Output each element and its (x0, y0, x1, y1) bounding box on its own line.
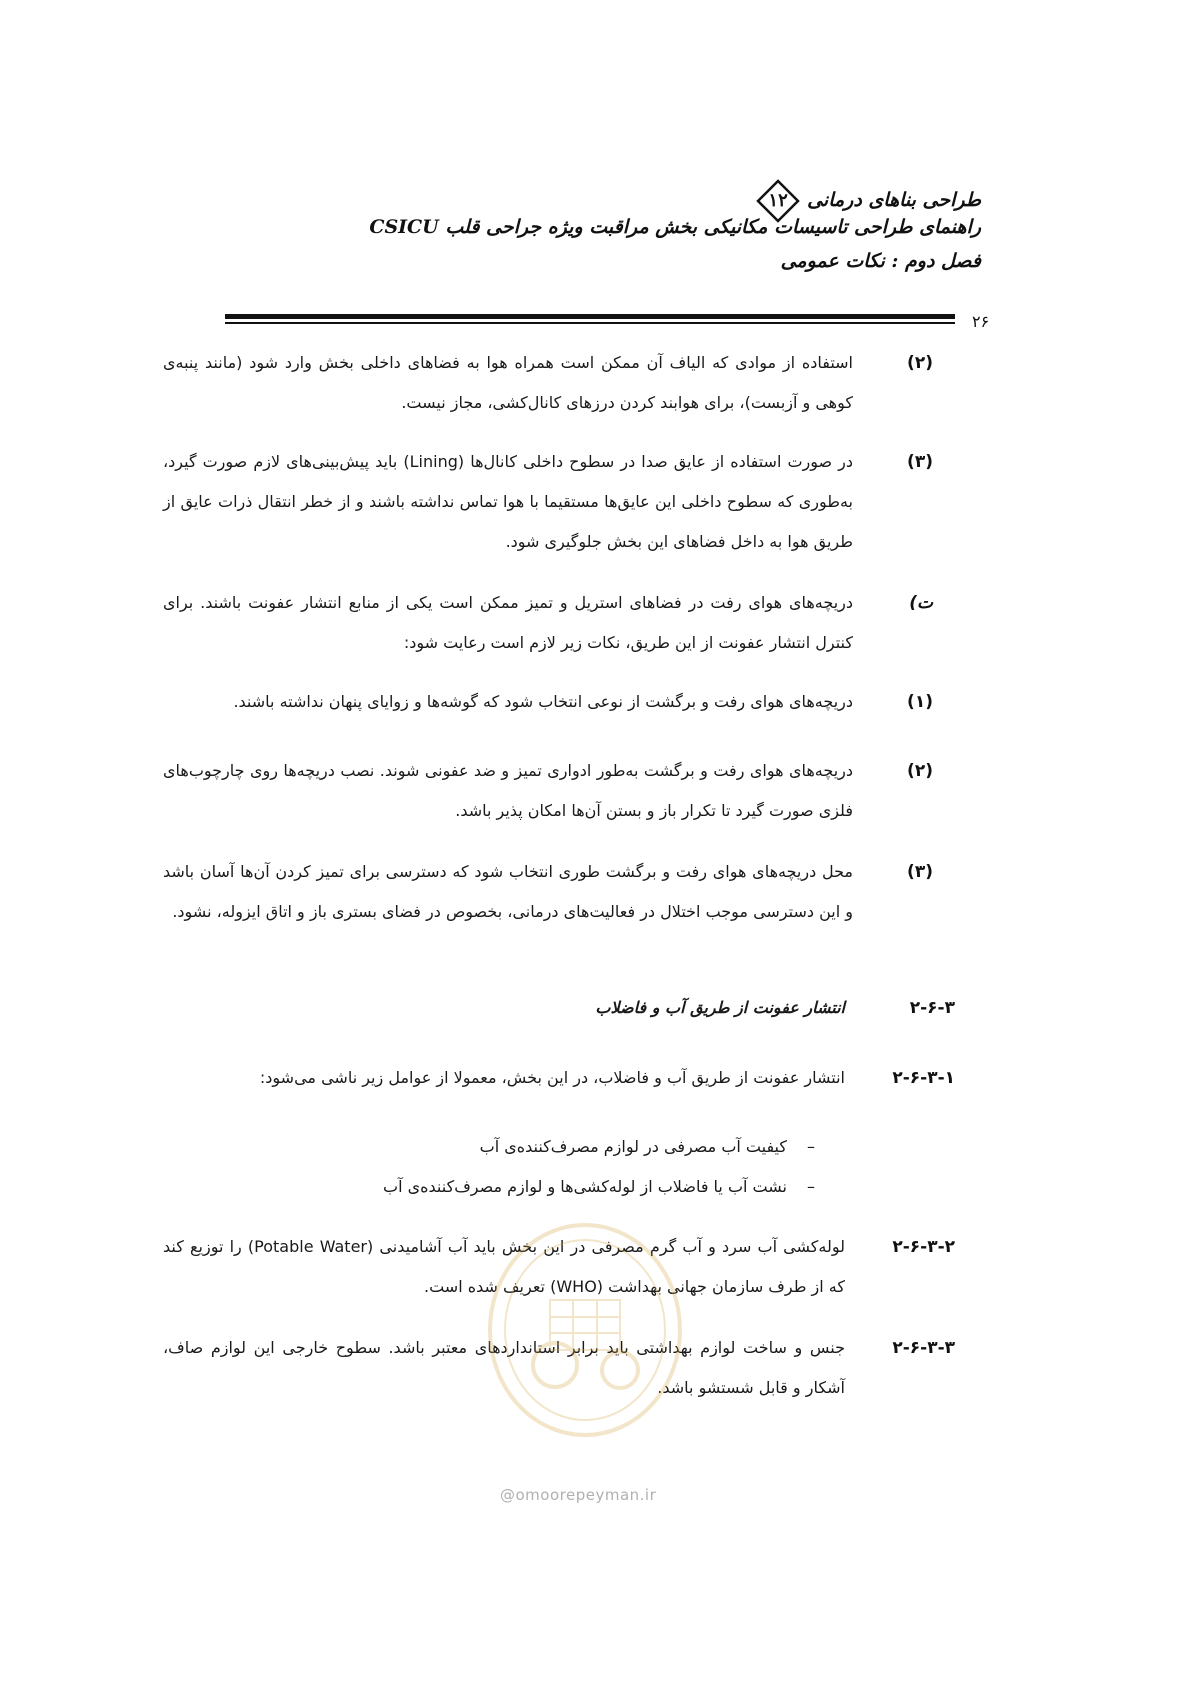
bullet-item (275, 1167, 815, 1207)
subsection-number: ۲-۶-۳-۲ (892, 1237, 955, 1257)
list-item (163, 583, 933, 673)
bullet-dash: – (807, 1137, 815, 1156)
volume-number: ۱۲ (768, 190, 788, 211)
list-item (163, 343, 933, 433)
section-number: ۲-۶-۳ (909, 998, 955, 1018)
item-text: استفاده از موادی که الیاف آن ممکن است همراه هوا به فضاهای داخلی بخش وارد شود (مانند پنبه‌ی کوهی و آزبست)، برای هوابند کردن درزهای کانال‌کشی، مجاز نیست. (163, 353, 853, 412)
watermark-text: @omoorepeyman.ir (500, 1486, 657, 1504)
header-rule-thick (225, 314, 955, 319)
section-title: انتشار عفونت از طریق آب و فاضلاب (595, 998, 845, 1017)
item-text: دریچه‌های هوای رفت و برگشت به‌طور ادواری تمیز و ضد عفونی شوند. نصب دریچه‌ها روی چارچوب‌های فلزی صورت گیرد تا تکرار باز و بستن آن‌ها امکان پذیر باشد. (163, 761, 853, 820)
section-heading (163, 988, 955, 1033)
chapter-title: فصل دوم : نکات عمومی (780, 250, 981, 272)
bullet-list (275, 1127, 815, 1207)
list-item (163, 852, 933, 977)
list-item (163, 682, 933, 727)
bullet-item (275, 1127, 815, 1167)
list-item (163, 442, 933, 567)
item-number: (۲) (907, 761, 933, 781)
item-number: ت) (909, 593, 933, 613)
page-header (221, 178, 981, 276)
header-rule-thin (225, 322, 955, 324)
subsection-number: ۲-۶-۳-۳ (892, 1338, 955, 1358)
book-title-text: طراحی بناهای درمانی (807, 189, 981, 211)
book-title (221, 178, 981, 211)
guide-title: راهنمای طراحی تاسیسات مکانیکی بخش مراقبت ویژه جراحی قلب CSICU (369, 216, 981, 238)
subsection-text: جنس و ساخت لوازم بهداشتی باید برابر استانداردهای معتبر باشد. سطوح خارجی این لوازم صاف، آشکار و قابل شستشو باشد. (163, 1338, 845, 1397)
subsection-text: لوله‌کشی آب سرد و آب گرم مصرفی در این بخش باید آب آشامیدنی (Potable Water) را توزیع کند که از طرف سازمان جهانی بهداشت (WHO) تعریف شده است. (163, 1237, 845, 1296)
item-number: (۱) (907, 692, 933, 712)
page-number: ۲۶ (972, 312, 990, 331)
volume-badge (755, 178, 801, 224)
item-number: (۳) (907, 452, 933, 472)
bullet-text: نشت آب یا فاضلاب از لوله‌کشی‌ها و لوازم مصرف‌کننده‌ی آب (383, 1177, 787, 1196)
item-text: در صورت استفاده از عایق صدا در سطوح داخلی کانال‌ها (Lining) باید پیش‌بینی‌های لازم صورت گیرد، به‌طوری که سطوح داخلی این عایق‌ها مستقیما با هوا تماس نداشته باشند و از خطر انتقال ذرات عایق از طریق هوا به داخل فضاهای این بخش جلوگیری شود. (163, 452, 853, 551)
list-item (163, 751, 933, 841)
item-number: (۳) (907, 862, 933, 882)
item-text: دریچه‌های هوای رفت و برگشت از نوعی انتخاب شود که گوشه‌ها و زوایای پنهان نداشته باشند. (233, 692, 853, 711)
bullet-dash: – (807, 1177, 815, 1196)
subsection-text: انتشار عفونت از طریق آب و فاضلاب، در این بخش، معمولا از عوامل زیر ناشی می‌شود: (259, 1068, 845, 1087)
item-text: محل دریچه‌های هوای رفت و برگشت طوری انتخاب شود که دسترسی برای تمیز کردن آن‌ها آسان باشد و این دسترسی موجب اختلال در فعالیت‌های درمانی، بخصوص در فضای بستری باز و اتاق ایزوله، نشود. (163, 862, 853, 921)
item-number: (۲) (907, 353, 933, 373)
subsection (163, 1058, 955, 1103)
bullet-text: کیفیت آب مصرفی در لوازم مصرف‌کننده‌ی آب (479, 1137, 787, 1156)
subsection-number: ۲-۶-۳-۱ (892, 1068, 955, 1088)
watermark-logo (480, 1220, 690, 1470)
item-text: دریچه‌های هوای رفت در فضاهای استریل و تمیز ممکن است یکی از منابع انتشار عفونت باشند. برای کنترل انتشار عفونت از این طریق، نکات زیر لازم است رعایت شود: (163, 593, 853, 652)
